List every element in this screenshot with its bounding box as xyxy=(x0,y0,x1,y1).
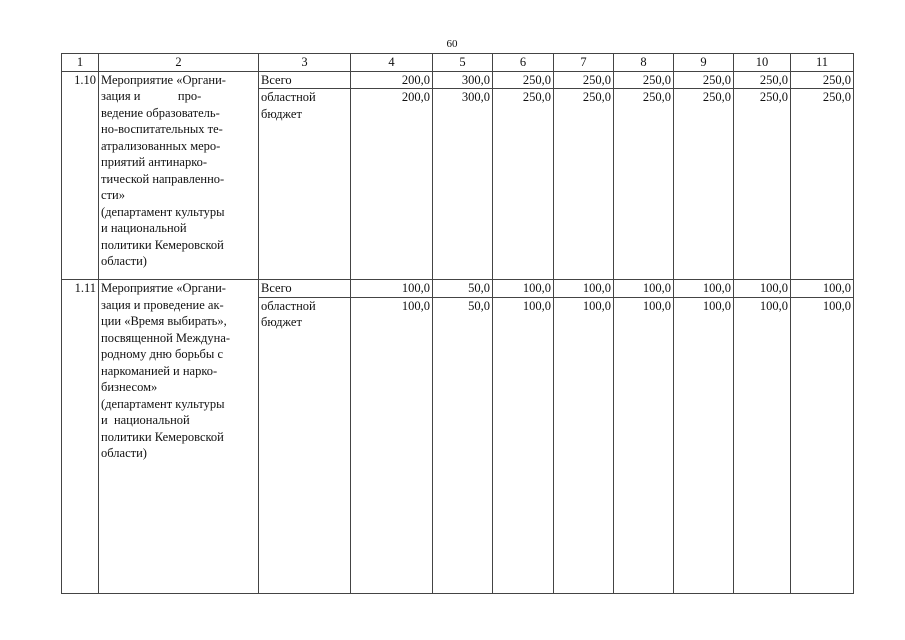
measure-name xyxy=(99,280,259,594)
measure-name-line: и национальной xyxy=(101,413,190,427)
column-header: 7 xyxy=(554,54,614,72)
measure-name-line: зация и про- xyxy=(101,89,202,103)
measure-name-line: и национальной xyxy=(101,221,187,235)
value-cell: 100,0 xyxy=(554,297,614,593)
page-number: 60 xyxy=(446,38,458,50)
value-cell: 200,0 xyxy=(351,89,433,280)
measure-name-line: Мероприятие «Органи- xyxy=(101,281,226,295)
value-cell: 100,0 xyxy=(351,297,433,593)
value-cell: 100,0 xyxy=(493,297,554,593)
value-cell: 100,0 xyxy=(791,297,854,593)
column-header: 6 xyxy=(493,54,554,72)
funding-source-line: областной xyxy=(261,298,316,313)
value-cell: 100,0 xyxy=(734,280,791,298)
column-header: 9 xyxy=(674,54,734,72)
value-cell: 250,0 xyxy=(674,71,734,89)
measure-name-line: сти» xyxy=(101,188,125,202)
measure-name-line: области) xyxy=(101,254,147,268)
column-header: 3 xyxy=(259,54,351,72)
value-cell: 100,0 xyxy=(351,280,433,298)
funding-source xyxy=(259,89,351,280)
column-header: 1 xyxy=(62,54,99,72)
value-cell: 100,0 xyxy=(734,297,791,593)
value-cell: 250,0 xyxy=(734,89,791,280)
value-cell: 250,0 xyxy=(614,71,674,89)
value-cell: 100,0 xyxy=(614,297,674,593)
funding-source-line: областной xyxy=(261,90,316,104)
value-cell: 200,0 xyxy=(351,71,433,89)
measure-name-line: родному дню борьбы с xyxy=(101,347,223,361)
measure-name-line: (департамент культуры xyxy=(101,204,225,219)
value-cell: 100,0 xyxy=(614,280,674,298)
funding-source-line: бюджет xyxy=(261,106,302,121)
value-cell: 250,0 xyxy=(614,89,674,280)
funding-source-line: бюджет xyxy=(261,315,302,329)
value-cell: 100,0 xyxy=(493,280,554,298)
measure-name-line: зация и проведение ак- xyxy=(101,297,224,312)
measure-name-line: политики Кемеровской xyxy=(101,429,224,444)
measure-name-line: атрализованных меро- xyxy=(101,138,221,153)
value-cell: 250,0 xyxy=(554,89,614,280)
column-header: 4 xyxy=(351,54,433,72)
column-number-row xyxy=(62,54,854,72)
column-header: 10 xyxy=(734,54,791,72)
measure-name-line: Мероприятие «Органи- xyxy=(101,72,226,87)
measure-name-line: приятий антинарко- xyxy=(101,155,208,169)
measure-name-line: (департамент культуры xyxy=(101,396,225,411)
value-cell: 250,0 xyxy=(493,71,554,89)
total-label: Всего xyxy=(259,71,351,89)
measure-name-line: наркоманией и нарко- xyxy=(101,363,218,378)
total-label: Всего xyxy=(259,280,351,298)
table-row-total xyxy=(62,71,854,89)
measure-name-line: но-воспитательных те- xyxy=(101,122,223,136)
value-cell: 300,0 xyxy=(433,89,493,280)
column-header: 5 xyxy=(433,54,493,72)
measure-name-line: тической направленно- xyxy=(101,171,225,186)
value-cell: 100,0 xyxy=(791,280,854,298)
row-number: 1.11 xyxy=(62,280,99,594)
measure-name xyxy=(99,71,259,280)
program-table xyxy=(61,53,854,594)
measure-name-line: ции «Время выбирать», xyxy=(101,314,227,328)
table-row-total xyxy=(62,280,854,298)
measure-name-line: посвященной Междуна- xyxy=(101,330,231,345)
row-number: 1.10 xyxy=(62,71,99,280)
measure-name-line: области) xyxy=(101,446,147,460)
funding-source xyxy=(259,297,351,593)
measure-name-line: бизнесом» xyxy=(101,380,158,394)
value-cell: 100,0 xyxy=(554,280,614,298)
value-cell: 100,0 xyxy=(674,280,734,298)
value-cell: 100,0 xyxy=(674,297,734,593)
value-cell: 50,0 xyxy=(433,280,493,298)
measure-name-line: политики Кемеровской xyxy=(101,237,224,252)
value-cell: 50,0 xyxy=(433,297,493,593)
value-cell: 250,0 xyxy=(791,89,854,280)
value-cell: 300,0 xyxy=(433,71,493,89)
column-header: 2 xyxy=(99,54,259,72)
value-cell: 250,0 xyxy=(734,71,791,89)
value-cell: 250,0 xyxy=(791,71,854,89)
column-header: 8 xyxy=(614,54,674,72)
measure-name-line: ведение образователь- xyxy=(101,105,220,120)
value-cell: 250,0 xyxy=(554,71,614,89)
value-cell: 250,0 xyxy=(674,89,734,280)
column-header: 11 xyxy=(791,54,854,72)
value-cell: 250,0 xyxy=(493,89,554,280)
